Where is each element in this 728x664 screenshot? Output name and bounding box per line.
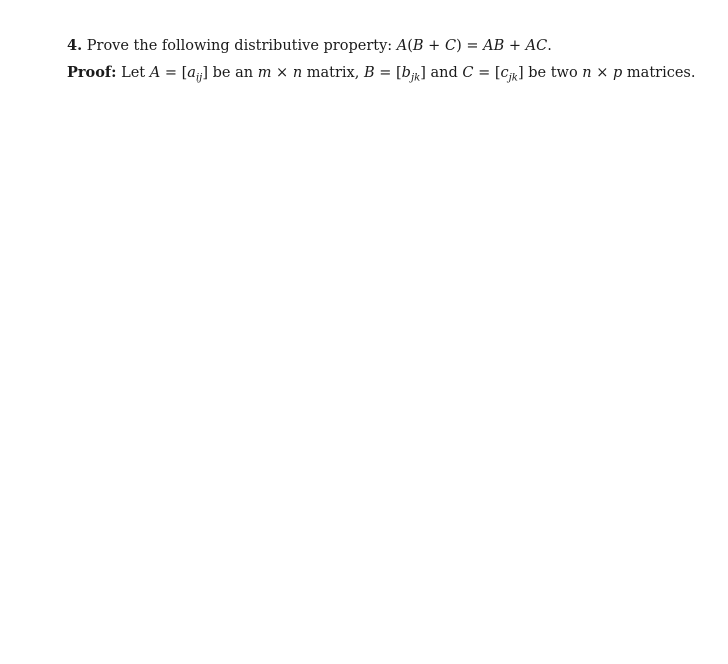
proof-label: Proof: [67,64,117,81]
dimension-n-by-p: n × p [582,65,623,81]
matrix-a-definition: $A = [a_{ij}]$ [149,65,208,84]
problem-number: 4. [67,37,83,54]
proof-be-an: be an [212,65,254,81]
proof-statement [67,64,696,84]
matrix-c-definition: $C = [c_{jk}]$ [462,65,524,84]
proof-matrices-word: matrices. [626,65,696,81]
problem-text: Prove the following distributive property: [86,38,393,54]
proof-be-two: be two [528,65,578,81]
proof-and: and [430,65,458,81]
matrix-b-definition: $B = [b_{jk}]$ [363,65,426,84]
problem-equation: A(B + C) = AB + AC. [396,38,552,54]
dimension-m-by-n: m × n [257,65,303,81]
proof-let: Let [121,65,146,81]
problem-statement [67,39,552,54]
proof-matrix-word: matrix, [306,65,360,81]
